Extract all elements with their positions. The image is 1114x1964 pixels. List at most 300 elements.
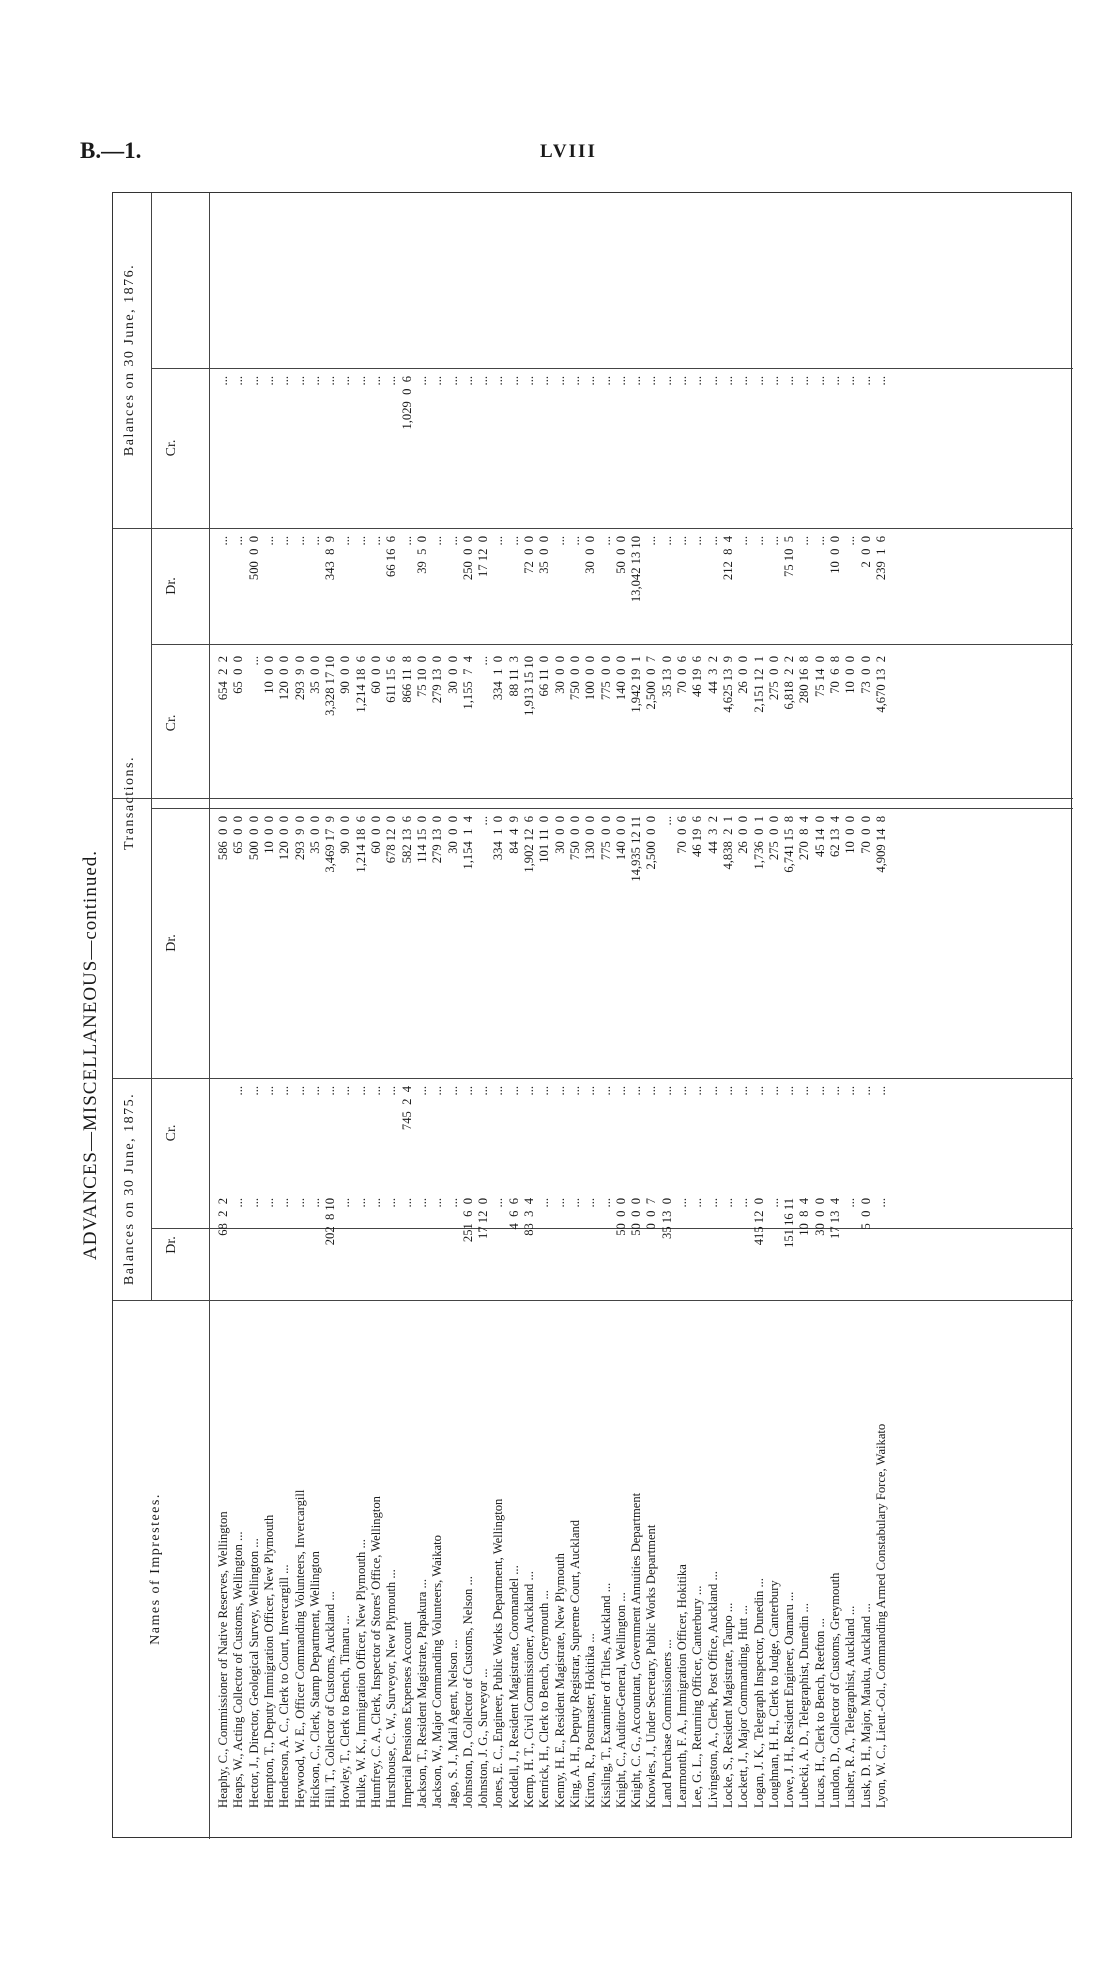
imprestee-name: Kissling, T., Examiner of Titles, Auckland ... xyxy=(598,1582,613,1808)
amount-d75: ... xyxy=(736,1198,751,1208)
amount-c76: ... xyxy=(552,376,567,386)
amount-c76: ... xyxy=(292,376,307,386)
amount-dr: 1,902 12 6 xyxy=(522,816,536,873)
amount-d75: ... xyxy=(231,1198,246,1208)
amount-d75: 251 6 0 xyxy=(460,1198,475,1243)
amount-cr: 10 0 0 xyxy=(843,656,858,694)
amount-dr: 6,741 15 8 xyxy=(782,816,797,873)
rotated-content xyxy=(112,192,1072,1838)
amount-d75: 50 0 0 xyxy=(613,1198,628,1236)
amount-d76: ... xyxy=(353,536,368,546)
amount-dr: 62 13 4 xyxy=(828,816,842,857)
amount-d75: ... xyxy=(537,1198,552,1208)
amount-d76: ... xyxy=(598,536,613,546)
amount-d76: ... xyxy=(307,536,322,546)
imprestee-name: Keddell, J., Resident Magistrate, Coromandel ... xyxy=(506,1565,521,1808)
table-row xyxy=(614,192,629,1838)
amount-dr: 84 4 9 xyxy=(506,816,521,854)
table-row xyxy=(553,192,568,1838)
amount-c75: ... xyxy=(261,1086,276,1096)
amount-c76: ... xyxy=(430,376,445,386)
imprestee-name: Hickson, C., Clerk, Stamp Department, Wellington xyxy=(307,1551,322,1808)
amount-c76: ... xyxy=(369,376,383,386)
cr-trans-heading: Cr. xyxy=(164,714,179,732)
amount-c75: ... xyxy=(414,1086,429,1096)
amount-d75: ... xyxy=(353,1198,368,1208)
table-row xyxy=(797,192,812,1838)
amount-dr: ... xyxy=(476,816,491,826)
amount-c76: ... xyxy=(537,376,552,386)
amount-cr: 866 11 8 xyxy=(399,656,414,703)
imprestee-name: Johnston, D., Collector of Customs, Nelson ... xyxy=(460,1576,475,1808)
amount-dr: 70 0 0 xyxy=(858,816,873,854)
amount-d75: ... xyxy=(675,1198,689,1208)
table-row xyxy=(599,192,614,1838)
amount-cr: 35 0 0 xyxy=(307,656,322,694)
amount-c75: ... xyxy=(690,1086,705,1096)
amount-d76: ... xyxy=(277,536,292,546)
amount-cr: 75 10 0 xyxy=(414,656,429,697)
amount-d76: ... xyxy=(797,536,812,546)
page-number: LVIII xyxy=(540,141,597,162)
imprestee-name: Livingston, A., Clerk, Post Office, Auckland ... xyxy=(705,1571,720,1808)
amount-d76: ... xyxy=(812,536,827,546)
amount-cr: 46 19 6 xyxy=(690,656,705,697)
imprestee-name: Lusk, D. H., Major, Mauku, Auckland ... xyxy=(858,1603,873,1808)
amount-dr: 65 0 0 xyxy=(231,816,246,854)
amount-dr: 270 8 4 xyxy=(797,816,812,861)
amount-c75: ... xyxy=(277,1086,292,1096)
table-row xyxy=(629,192,644,1838)
amount-d75: ... xyxy=(369,1198,383,1208)
amount-d76: ... xyxy=(705,536,720,546)
table-row xyxy=(476,192,491,1838)
amount-cr: 275 0 0 xyxy=(766,656,781,701)
amount-d75: ... xyxy=(705,1198,720,1208)
amount-dr: 2,500 0 0 xyxy=(644,816,659,870)
amount-c75: ... xyxy=(369,1086,383,1096)
imprestee-name: Land Purchase Commissioners ... xyxy=(659,1639,674,1808)
table-row xyxy=(874,192,889,1838)
table-row xyxy=(323,192,338,1838)
table-row xyxy=(644,192,659,1838)
amount-c76: ... xyxy=(736,376,751,386)
amount-dr: 114 15 0 xyxy=(414,816,429,863)
amount-dr: 120 0 0 xyxy=(277,816,292,861)
amount-dr: 46 19 6 xyxy=(690,816,705,857)
amount-d76: ... xyxy=(766,536,781,546)
amount-d76: 2 0 0 xyxy=(858,536,873,568)
table-title: ADVANCES—MISCELLANEOUS—continued. xyxy=(80,849,101,1260)
amount-d75: ... xyxy=(399,1198,414,1208)
amount-d76: ... xyxy=(369,536,383,546)
amount-d75: ... xyxy=(720,1198,735,1208)
imprestee-name: Learmonth, F. A., Immigration Officer, Hokitika xyxy=(675,1564,689,1808)
amount-c76: ... xyxy=(414,376,429,386)
amount-cr: 334 1 0 xyxy=(491,656,506,701)
amount-c75: ... xyxy=(552,1086,567,1096)
imprestee-name: Kirton, R., Postmaster, Hokitika ... xyxy=(583,1633,598,1808)
amount-d76: ... xyxy=(216,536,230,546)
amount-d76: ... xyxy=(751,536,766,546)
amount-cr: 2,151 12 1 xyxy=(751,656,766,713)
amount-c75: ... xyxy=(858,1086,873,1096)
dr-trans-heading: Dr. xyxy=(164,934,179,952)
amount-c76: ... xyxy=(476,376,491,386)
amount-d76: ... xyxy=(552,536,567,546)
amount-d75: ... xyxy=(414,1198,429,1208)
amount-dr: 4,909 14 8 xyxy=(873,816,888,873)
table-row xyxy=(507,192,522,1838)
amount-c75: ... xyxy=(506,1086,521,1096)
amount-dr: ... xyxy=(659,816,674,826)
table-row xyxy=(843,192,858,1838)
amount-d76: ... xyxy=(690,536,705,546)
amount-d76: 39 5 0 xyxy=(414,536,429,574)
amount-dr: 44 3 2 xyxy=(705,816,720,854)
imprestee-name: Knowles, J., Under Secretary, Public Works Department xyxy=(644,1524,659,1808)
table-row xyxy=(384,192,399,1838)
amount-d75: ... xyxy=(430,1198,445,1208)
table-row xyxy=(675,192,690,1838)
amount-d75: 17 12 0 xyxy=(476,1198,491,1239)
amount-d75: ... xyxy=(567,1198,582,1208)
amount-c75: ... xyxy=(445,1086,460,1096)
amount-dr: 14,935 12 11 xyxy=(629,816,644,882)
amount-d76: ... xyxy=(506,536,521,546)
amount-d75: 50 0 0 xyxy=(629,1198,644,1236)
amount-d75: ... xyxy=(384,1198,399,1208)
amount-d76: 343 8 9 xyxy=(323,536,338,581)
imprestee-name: Imperial Pensions Expenses Account xyxy=(399,1621,414,1808)
amount-c75: ... xyxy=(338,1086,353,1096)
amount-c75: ... xyxy=(537,1086,552,1096)
amount-cr: 60 0 0 xyxy=(369,656,383,694)
amount-d75: 83 3 4 xyxy=(522,1198,536,1236)
amount-c75: ... xyxy=(720,1086,735,1096)
amount-dr: 10 0 0 xyxy=(843,816,858,854)
amount-cr: 70 0 6 xyxy=(675,656,689,694)
amount-d76: 75 10 5 xyxy=(782,536,797,577)
names-heading: Names of Imprestees. xyxy=(148,1493,163,1645)
amount-dr: 582 13 6 xyxy=(399,816,414,864)
imprestee-name: Hempton, T., Deputy Immigration Officer, New Plymouth xyxy=(261,1514,276,1808)
amount-c76: ... xyxy=(323,376,338,386)
amount-d76: ... xyxy=(491,536,506,546)
amount-dr: 130 0 0 xyxy=(583,816,598,861)
imprestee-name: Lubecki, A. D., Telegraphist, Dunedin ... xyxy=(797,1603,812,1808)
amount-cr: 44 3 2 xyxy=(705,656,720,694)
amount-cr: 26 0 0 xyxy=(736,656,751,694)
imprestee-name: Lusher, R. A., Telegraphist, Auckland ... xyxy=(843,1605,858,1808)
amount-c75: ... xyxy=(353,1086,368,1096)
amount-c75: ... xyxy=(644,1086,659,1096)
amount-dr: 334 1 0 xyxy=(491,816,506,861)
imprestee-name: Hulke, W. K., Immigration Officer, New Plymouth ... xyxy=(353,1539,368,1808)
imprestee-name: Hector, J., Director, Geological Survey, Wellington ... xyxy=(246,1538,261,1808)
amount-c76: 1,029 0 6 xyxy=(399,376,414,430)
amount-d76: 35 0 0 xyxy=(537,536,552,574)
amount-cr: 6,818 2 2 xyxy=(782,656,797,710)
amount-c76: ... xyxy=(858,376,873,386)
imprestee-name: Jago, S. J., Mail Agent, Nelson ... xyxy=(445,1639,460,1808)
amount-d75: 17 13 4 xyxy=(828,1198,842,1239)
amount-cr: 65 0 0 xyxy=(231,656,246,694)
amount-cr: 1,214 18 6 xyxy=(353,656,368,713)
amount-cr: 654 2 2 xyxy=(216,656,230,701)
table-row xyxy=(782,192,797,1838)
amount-dr: 10 0 0 xyxy=(261,816,276,854)
table-row xyxy=(338,192,353,1838)
amount-cr: 10 0 0 xyxy=(261,656,276,694)
amount-c75: ... xyxy=(843,1086,858,1096)
amount-dr: 1,154 1 4 xyxy=(460,816,475,870)
amount-cr: 35 13 0 xyxy=(659,656,674,697)
amount-cr: 1,913 15 10 xyxy=(522,656,536,716)
amount-dr: 30 0 0 xyxy=(445,816,460,854)
amount-d75: ... xyxy=(552,1198,567,1208)
imprestee-name: Knight, C. G., Accountant, Government Annuities Department xyxy=(629,1492,644,1808)
amount-c75: ... xyxy=(476,1086,491,1096)
amount-cr: 140 0 0 xyxy=(613,656,628,701)
amount-c76: ... xyxy=(216,376,230,386)
dr-1876-heading: Dr. xyxy=(164,577,179,595)
amount-d75: ... xyxy=(583,1198,598,1208)
amount-c75: ... xyxy=(430,1086,445,1096)
imprestee-name: Jackson, T., Resident Magistrate, Papakura ... xyxy=(414,1579,429,1808)
amount-c75: ... xyxy=(736,1086,751,1096)
table-row xyxy=(446,192,461,1838)
amount-d75: 0 0 7 xyxy=(644,1198,659,1230)
amount-d76: 250 0 0 xyxy=(460,536,475,581)
imprestee-name: King, A. H., Deputy Registrar, Supreme Court, Auckland xyxy=(567,1519,582,1808)
amount-d76: ... xyxy=(675,536,689,546)
table-row xyxy=(706,192,721,1838)
imprestee-name: Jones, E. C., Engineer, Public Works Department, Wellington xyxy=(491,1498,506,1808)
amount-d76: ... xyxy=(567,536,582,546)
amount-d76: 72 0 0 xyxy=(522,536,536,574)
amount-c76: ... xyxy=(705,376,720,386)
amount-c76: ... xyxy=(384,376,399,386)
table-row xyxy=(369,192,384,1838)
amount-c75: ... xyxy=(797,1086,812,1096)
amount-dr: 500 0 0 xyxy=(246,816,261,861)
amount-c76: ... xyxy=(843,376,858,386)
amount-cr: 750 0 0 xyxy=(567,656,582,701)
amount-c76: ... xyxy=(506,376,521,386)
amount-cr: 293 9 0 xyxy=(292,656,307,701)
imprestee-name: Heaphy, C., Commissioner of Native Reserves, Wellington xyxy=(216,1511,230,1808)
amount-c76: ... xyxy=(675,376,689,386)
imprestee-name: Lee, G. L., Returning Officer, Canterbury ... xyxy=(690,1585,705,1808)
amount-d76: 30 0 0 xyxy=(583,536,598,574)
imprestee-name: Humfrey, C. A., Clerk, Inspector of Stores' Office, Wellington xyxy=(369,1496,383,1808)
amount-dr: 1,736 0 1 xyxy=(751,816,766,870)
amount-d75: 35 13 0 xyxy=(659,1198,674,1239)
amount-dr: 4,838 2 1 xyxy=(720,816,735,870)
imprestee-name: Hill, T., Collector of Customs, Auckland ... xyxy=(323,1591,338,1808)
amount-c75: ... xyxy=(307,1086,322,1096)
amount-d76: 66 16 6 xyxy=(384,536,399,577)
amount-c76: ... xyxy=(231,376,246,386)
transactions-heading: Transactions. xyxy=(122,755,137,851)
amount-d76: ... xyxy=(445,536,460,546)
amount-c75: ... xyxy=(598,1086,613,1096)
amount-d75: 30 0 0 xyxy=(812,1198,827,1236)
amount-cr: 611 15 6 xyxy=(384,656,399,703)
amount-c76: ... xyxy=(598,376,613,386)
amount-dr: 101 11 0 xyxy=(537,816,552,863)
amount-dr: 678 12 0 xyxy=(384,816,399,864)
table-row xyxy=(415,192,430,1838)
imprestee-name: Johnston, J. G., Surveyor ... xyxy=(476,1668,491,1808)
amount-c75: ... xyxy=(323,1086,338,1096)
amount-c75: ... xyxy=(828,1086,842,1096)
bal1876-heading: Balances on 30 June, 1876. xyxy=(122,263,137,457)
amount-c75: 745 2 4 xyxy=(399,1086,414,1131)
amount-d76: 239 1 6 xyxy=(873,536,888,581)
amount-c75: ... xyxy=(522,1086,536,1096)
table-row xyxy=(262,192,277,1838)
table-row xyxy=(736,192,751,1838)
amount-c75: ... xyxy=(613,1086,628,1096)
amount-c76: ... xyxy=(261,376,276,386)
table-row xyxy=(216,192,231,1838)
amount-d76: 10 0 0 xyxy=(828,536,842,574)
amount-d76: ... xyxy=(338,536,353,546)
amount-c76: ... xyxy=(583,376,598,386)
cr-1875-heading: Cr. xyxy=(164,1124,179,1142)
amount-cr: 73 0 0 xyxy=(858,656,873,694)
amount-cr: 1,942 19 1 xyxy=(629,656,644,713)
amount-d75: ... xyxy=(307,1198,322,1208)
amount-d75: ... xyxy=(766,1198,781,1208)
amount-dr: 30 0 0 xyxy=(552,816,567,854)
amount-d76: ... xyxy=(736,536,751,546)
amount-dr: 35 0 0 xyxy=(307,816,322,854)
imprestee-name: Hursthouse, C. W., Surveyor, New Plymouth ... xyxy=(384,1569,399,1808)
amount-c76: ... xyxy=(613,376,628,386)
amount-c76: ... xyxy=(766,376,781,386)
amount-cr: 30 0 0 xyxy=(445,656,460,694)
amount-cr: ... xyxy=(476,656,491,666)
amount-c76: ... xyxy=(720,376,735,386)
table-row xyxy=(247,192,262,1838)
table-row xyxy=(690,192,705,1838)
amount-d75: ... xyxy=(690,1198,705,1208)
amount-c75: ... xyxy=(782,1086,797,1096)
amount-d75: ... xyxy=(261,1198,276,1208)
amount-dr: 60 0 0 xyxy=(369,816,383,854)
amount-c75: ... xyxy=(873,1086,888,1096)
amount-cr: 279 13 0 xyxy=(430,656,445,704)
amount-cr: 66 11 0 xyxy=(537,656,552,697)
amount-d76: ... xyxy=(261,536,276,546)
amount-d76: ... xyxy=(644,536,659,546)
amount-c76: ... xyxy=(797,376,812,386)
amount-c75: ... xyxy=(292,1086,307,1096)
table-row xyxy=(293,192,308,1838)
amount-c75: ... xyxy=(384,1086,399,1096)
amount-c75: ... xyxy=(583,1086,598,1096)
amount-c76: ... xyxy=(338,376,353,386)
amount-cr: 1,155 7 4 xyxy=(460,656,475,710)
bal1875-heading: Balances on 30 June, 1875. xyxy=(122,1092,137,1286)
amount-c76: ... xyxy=(873,376,888,386)
amount-dr: 293 9 0 xyxy=(292,816,307,861)
amount-c76: ... xyxy=(567,376,582,386)
amount-d75: ... xyxy=(277,1198,292,1208)
amount-d76: ... xyxy=(430,536,445,546)
amount-d75: 68 2 2 xyxy=(216,1198,230,1236)
amount-d75: 151 16 11 xyxy=(782,1198,797,1248)
amount-cr: 280 16 8 xyxy=(797,656,812,704)
table-row xyxy=(522,192,537,1838)
amount-c76: ... xyxy=(644,376,659,386)
amount-c76: ... xyxy=(812,376,827,386)
imprestee-name: Locke, S., Resident Magistrate, Taupo ... xyxy=(720,1602,735,1808)
amount-c75: ... xyxy=(629,1086,644,1096)
amount-dr: 279 13 0 xyxy=(430,816,445,864)
table-row xyxy=(491,192,506,1838)
amount-c76: ... xyxy=(307,376,322,386)
amount-c76: ... xyxy=(782,376,797,386)
amount-d76: 212 8 4 xyxy=(720,536,735,581)
imprestee-name: Jackson, W., Major Commanding Volunteers, Waikato xyxy=(430,1535,445,1808)
amount-d76: 13,042 13 10 xyxy=(629,536,644,603)
imprestee-name: Lowe, J. H., Resident Engineer, Oamaru ... xyxy=(782,1591,797,1808)
imprestee-name: Lucas, H., Clerk to Bench, Reefton ... xyxy=(812,1618,827,1808)
amount-cr: ... xyxy=(246,656,261,666)
imprestee-name: Kenny, H. E., Resident Magistrate, New Plymouth xyxy=(552,1553,567,1808)
amount-dr: 26 0 0 xyxy=(736,816,751,854)
amount-c76: ... xyxy=(246,376,261,386)
table-row xyxy=(859,192,874,1838)
table-row xyxy=(277,192,292,1838)
amount-d75: ... xyxy=(598,1198,613,1208)
amount-cr: 4,625 13 9 xyxy=(720,656,735,713)
amount-d75: ... xyxy=(445,1198,460,1208)
amount-c76: ... xyxy=(353,376,368,386)
amount-c75: ... xyxy=(705,1086,720,1096)
amount-c76: ... xyxy=(445,376,460,386)
amount-d75: 10 8 4 xyxy=(797,1198,812,1236)
amount-c75: ... xyxy=(659,1086,674,1096)
amount-dr: 750 0 0 xyxy=(567,816,582,861)
table-row xyxy=(767,192,782,1838)
amount-c76: ... xyxy=(491,376,506,386)
amount-dr: 1,214 18 6 xyxy=(353,816,368,873)
table-row xyxy=(430,192,445,1838)
amount-dr: 140 0 0 xyxy=(613,816,628,861)
imprestee-name: Heaps, W., Acting Collector of Customs, Wellington ... xyxy=(231,1531,246,1808)
amount-c76: ... xyxy=(460,376,475,386)
table-row xyxy=(537,192,552,1838)
amount-d76: 50 0 0 xyxy=(613,536,628,574)
amount-c76: ... xyxy=(277,376,292,386)
imprestee-name: Lockett, J., Major Commanding, Hutt ... xyxy=(736,1605,751,1808)
imprestee-name: Henderson, A. C., Clerk to Court, Invercargill ... xyxy=(277,1564,292,1808)
imprestee-name: Lundon, D., Collector of Customs, Greymouth xyxy=(828,1572,842,1808)
amount-c75: ... xyxy=(766,1086,781,1096)
amount-cr: 120 0 0 xyxy=(277,656,292,701)
table-row xyxy=(568,192,583,1838)
amount-d75: 4 6 6 xyxy=(506,1198,521,1230)
amount-d75: ... xyxy=(246,1198,261,1208)
amount-c75: ... xyxy=(567,1086,582,1096)
imprestee-name: Loughnan, H. H., Clerk to Judge, Canterbury xyxy=(766,1580,781,1808)
amount-d76: ... xyxy=(843,536,858,546)
